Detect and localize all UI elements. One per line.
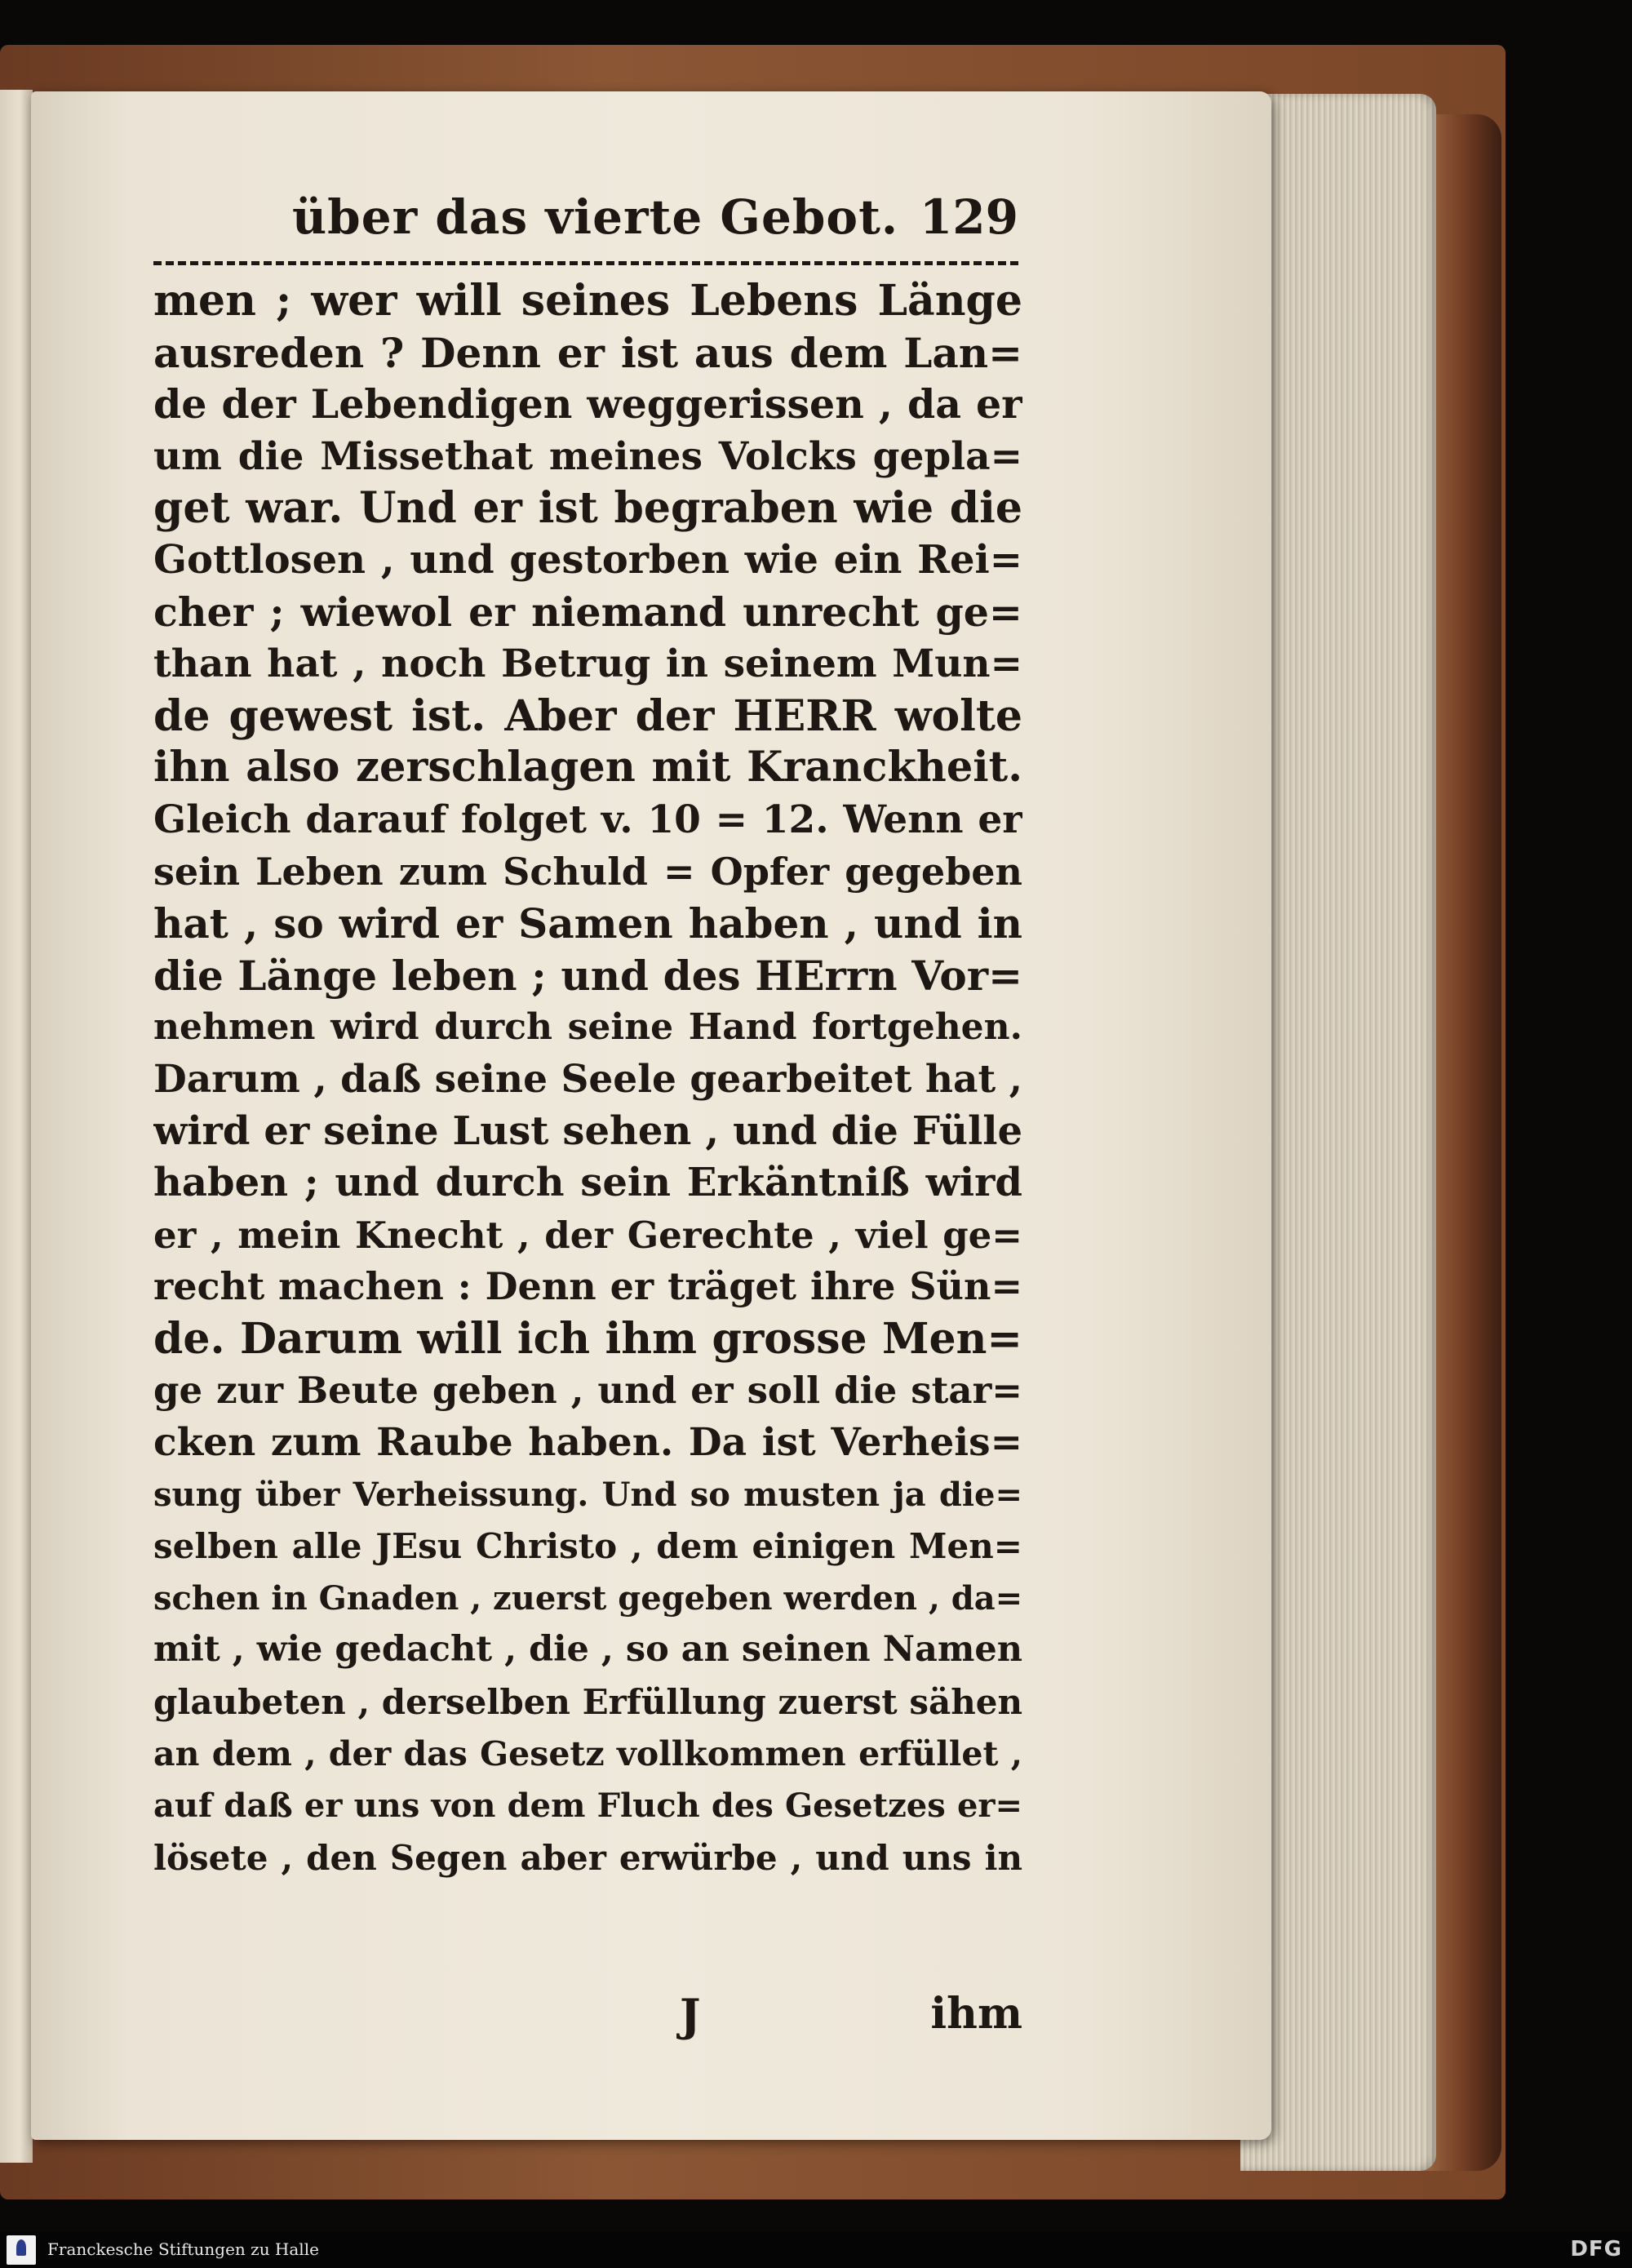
text-line: than hat , noch Betrug in seinem Mun= — [153, 641, 1022, 687]
text-line: die Länge leben ; und des HErrn Vor= — [153, 951, 1022, 1000]
text-line: Gleich darauf folget v. 10 = 12. Wenn er — [153, 797, 1022, 842]
text-line: ihn also zerschlagen mit Kranckheit. — [153, 743, 1022, 792]
text-line: schen in Gnaden , zuerst gegeben werden , da= — [153, 1578, 1022, 1618]
text-line: nehmen wird durch seine Hand fortgehen. — [153, 1006, 1022, 1049]
text-line: men ; wer will seines Lebens Länge — [153, 276, 1022, 326]
catchword: ihm — [930, 1989, 1022, 2039]
text-line: get war. Und er ist begraben wie die — [153, 483, 1022, 534]
text-line: an dem , der das Gesetz vollkommen erfüllet , — [153, 1733, 1022, 1773]
signature-mark: J — [680, 1989, 701, 2041]
running-head — [153, 189, 1018, 255]
text-line: de. Darum will ich ihm grosse Men= — [153, 1313, 1022, 1364]
text-line: Darum , daß seine Seele gearbeitet hat , — [153, 1056, 1022, 1102]
dfg-logo: DFG — [1570, 2237, 1622, 2261]
book-page — [31, 91, 1271, 2140]
text-line: cken zum Raube haben. Da ist Verheis= — [153, 1420, 1022, 1466]
text-line: ge zur Beute geben , und er soll die star= — [153, 1369, 1022, 1413]
text-line: er , mein Knecht , der Gerechte , viel ge= — [153, 1213, 1022, 1257]
page-number: 129 — [919, 189, 1018, 245]
header-rule — [153, 261, 1018, 265]
text-line: de gewest ist. Aber der HERR wolte — [153, 690, 1022, 741]
institution-name: Franckesche Stiftungen zu Halle — [47, 2239, 319, 2259]
text-line: haben ; und durch sein Erkäntniß wird — [153, 1160, 1022, 1206]
text-line: glaubeten , derselben Erfüllung zuerst sähen — [153, 1682, 1022, 1723]
logo-figure-icon — [16, 2239, 26, 2256]
text-line: lösete , den Segen aber erwürbe , und uns in — [153, 1837, 1022, 1878]
footer-bar — [0, 2232, 1632, 2268]
text-line: hat , so wird er Samen haben , und in — [153, 899, 1022, 948]
text-line: selben alle JEsu Christo , dem einigen Men= — [153, 1526, 1022, 1567]
text-line: de der Lebendigen weggerissen , da er — [153, 380, 1022, 428]
text-line: ausreden ? Denn er ist aus dem Lan= — [153, 328, 1022, 377]
text-line: auf daß er uns von dem Fluch des Gesetzes er= — [153, 1786, 1022, 1826]
facing-page-edge — [0, 90, 33, 2163]
text-line: recht machen : Denn er träget ihre Sün= — [153, 1264, 1022, 1309]
text-line: mit , wie gedacht , die , so an seinen Namen — [153, 1629, 1022, 1671]
text-line: um die Missethat meines Volcks gepla= — [153, 433, 1022, 479]
body-text — [153, 275, 1022, 1884]
text-line: cher ; wiewol er niemand unrecht ge= — [153, 588, 1022, 636]
text-line: wird er seine Lust sehen , und die Fülle — [153, 1107, 1022, 1154]
text-line: sung über Verheissung. Und so musten ja die= — [153, 1475, 1022, 1514]
text-line: Gottlosen , und gestorben wie ein Rei= — [153, 536, 1022, 583]
catchword-line — [153, 1989, 1022, 2041]
text-line: sein Leben zum Schuld = Opfer gegeben — [153, 849, 1022, 894]
running-title: über das vierte Gebot. — [292, 189, 899, 245]
institution-logo-icon — [7, 2235, 36, 2265]
